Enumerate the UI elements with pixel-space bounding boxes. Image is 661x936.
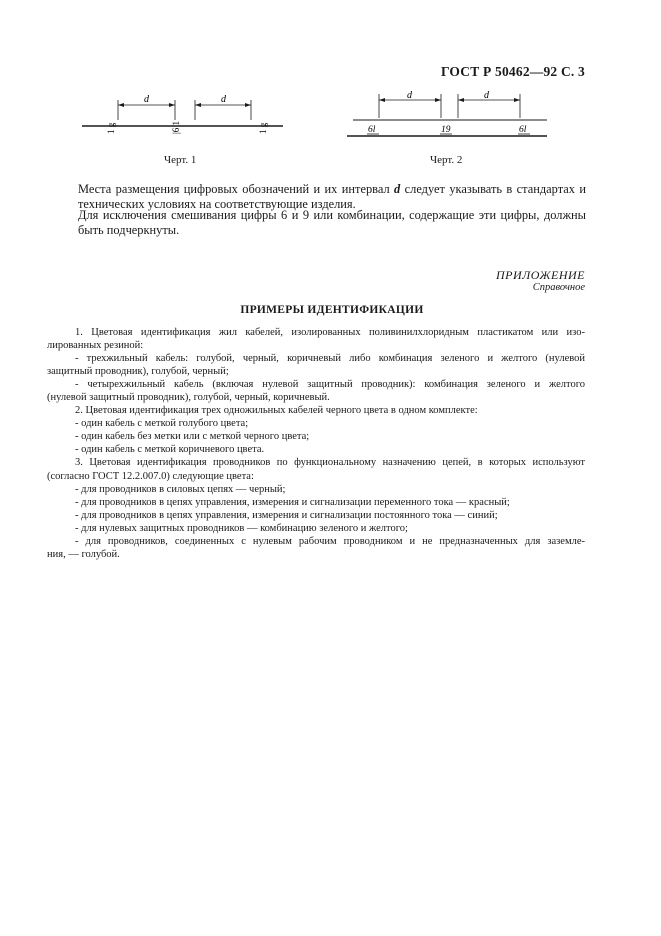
list-item: - для проводников, соединенных с нулевым рабочим проводником и не предназначенных для заземле- bbox=[75, 535, 585, 547]
dimension-label-d1: d bbox=[407, 90, 412, 101]
appendix-sublabel: Справочное bbox=[532, 282, 585, 293]
paragraph-underline-text: Для исключения смешивания цифры 6 и 9 или комбинации, содержащие эти цифры, должны быть подчеркнуты. bbox=[78, 208, 586, 237]
list-item: - один кабель с меткой коричневого цвета. bbox=[75, 444, 265, 456]
paragraph-markings-text: Места размещения цифровых обозначений и их интервал d следует указывать в стандартах и технических условиях на соответствующие изделия. bbox=[78, 182, 587, 211]
variable-d: d bbox=[394, 182, 401, 196]
dimension-label-d2: d bbox=[484, 90, 489, 101]
appendix-label: ПРИЛОЖЕНИЕ bbox=[496, 268, 585, 282]
list-item: 2. Цветовая идентификация трех одножильных кабелей черного цвета в одном комплекте: bbox=[75, 405, 478, 417]
paragraph-underline bbox=[78, 208, 586, 238]
cable-mark-1: 6l bbox=[368, 125, 376, 135]
figure-2 bbox=[345, 86, 555, 146]
appendix-title: ПРИМЕРЫ ИДЕНТИФИКАЦИИ bbox=[240, 304, 424, 316]
figure-2-caption: Черт. 2 bbox=[430, 154, 463, 166]
list-item: - для проводников в цепях управления, измерения и сигнализации постоянного тока — синий; bbox=[75, 509, 498, 521]
list-item: (нулевой защитный проводник), голубой, черный, коричневый. bbox=[47, 392, 330, 404]
cable-mark-3: 6l bbox=[519, 125, 527, 135]
list-item: (согласно ГОСТ 12.2.007.0) следующие цвета: bbox=[47, 470, 254, 482]
appendix-body bbox=[47, 326, 585, 561]
figure-1-drawing bbox=[80, 86, 295, 146]
cable-mark-1: 1 g bbox=[106, 122, 116, 134]
dimension-label-d2: d bbox=[221, 94, 226, 105]
cable-mark-2: |6 1 bbox=[171, 120, 181, 134]
figure-1 bbox=[80, 86, 295, 146]
page-header: ГОСТ Р 50462—92 С. 3 bbox=[440, 64, 585, 79]
list-item: - четырехжильный кабель (включая нулевой защитный проводник): комбинация зеленого и желтого bbox=[75, 379, 585, 391]
cable-mark-2: 19 bbox=[441, 125, 451, 135]
figure-2-drawing bbox=[345, 86, 555, 146]
list-item: защитный проводник), голубой, черный; bbox=[47, 366, 229, 378]
dimension-label-d1: d bbox=[144, 94, 149, 105]
list-item: - для нулевых защитных проводников — комбинацию зеленого и желтого; bbox=[75, 522, 408, 534]
list-item: - один кабель с меткой голубого цвета; bbox=[75, 418, 249, 430]
list-item: - для проводников в силовых цепях — черный; bbox=[75, 483, 286, 495]
list-item: - трехжильный кабель: голубой, черный, коричневый либо комбинация зеленого и желтого (нулевой bbox=[75, 353, 585, 365]
list-item: ния, — голубой. bbox=[47, 548, 120, 560]
list-item: - один кабель без метки или с меткой черного цвета; bbox=[75, 431, 310, 443]
list-item: лированных резиной: bbox=[47, 340, 144, 352]
list-item: 1. Цветовая идентификация жил кабелей, изолированных поливинилхлоридным пластикатом или изо- bbox=[75, 327, 585, 338]
cable-mark-3: 1 g bbox=[258, 122, 268, 134]
list-item: - для проводников в цепях управления, измерения и сигнализации переменного тока — красный; bbox=[75, 496, 510, 508]
figure-1-caption: Черт. 1 bbox=[164, 154, 197, 166]
list-item: 3. Цветовая идентификация проводников по функциональному назначению цепей, в которых используют bbox=[75, 457, 585, 469]
